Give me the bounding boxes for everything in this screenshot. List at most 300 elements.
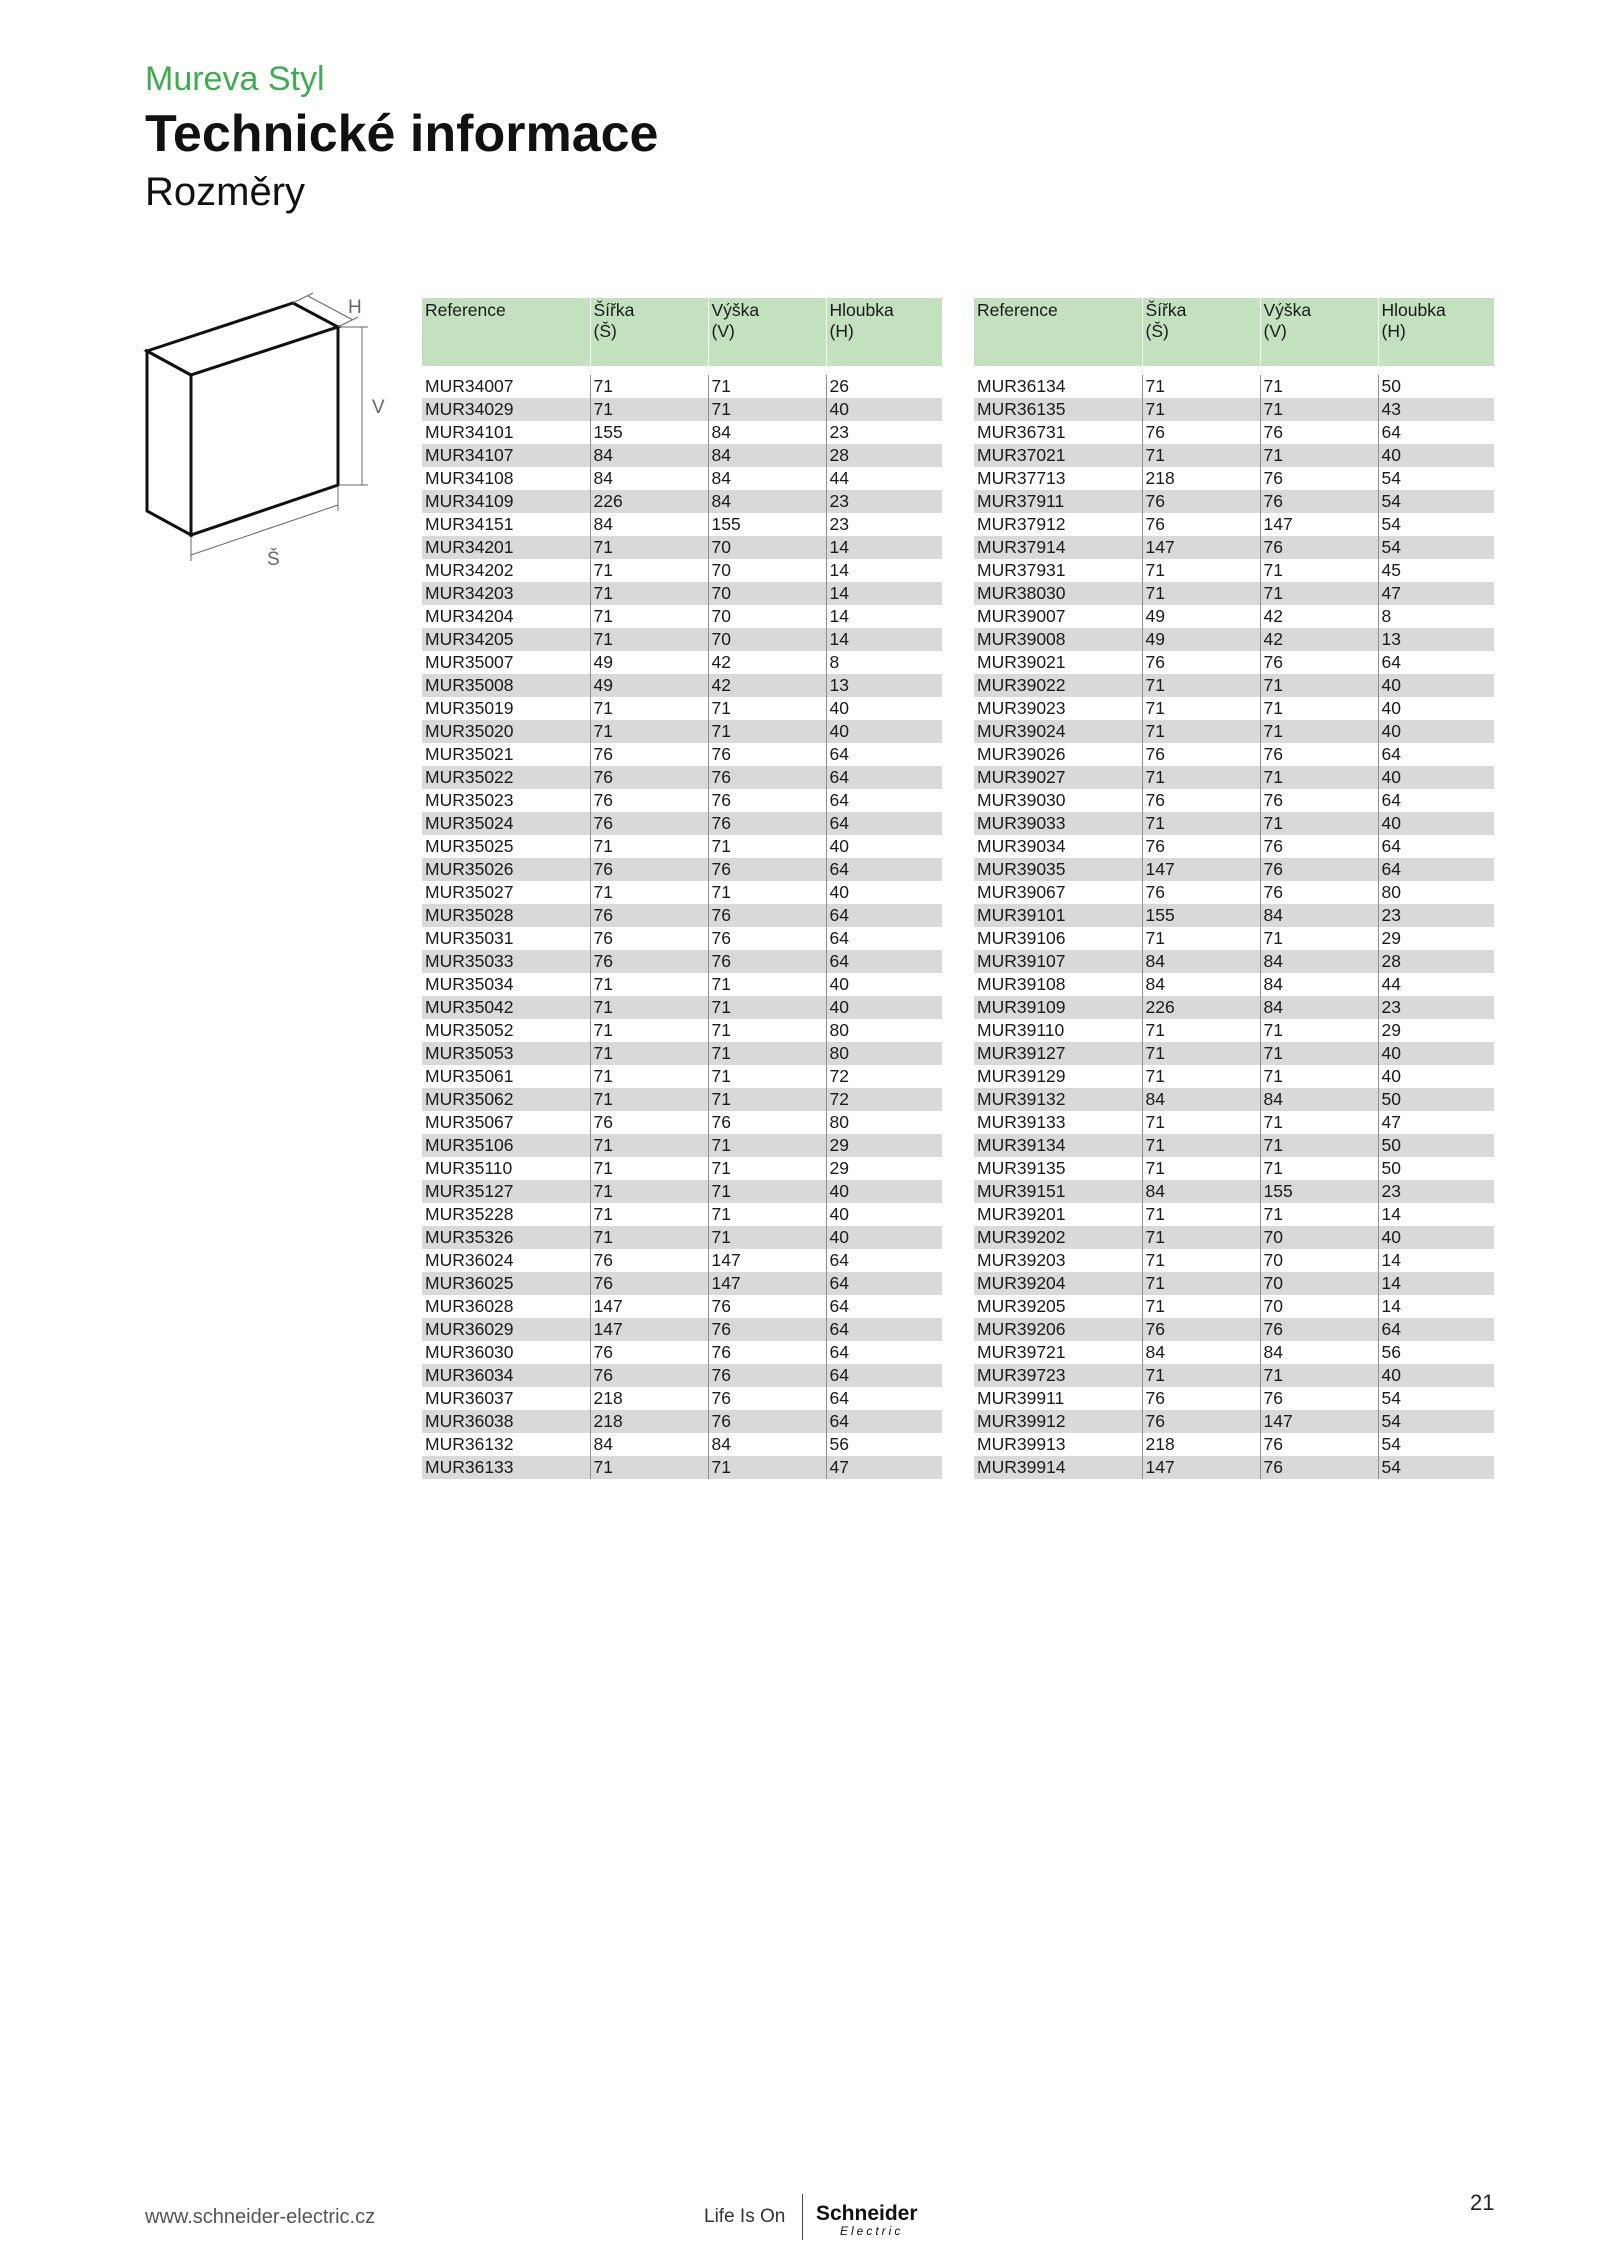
cell-reference: MUR39008: [974, 628, 1142, 651]
table-row: [422, 858, 942, 881]
height-label: V: [372, 397, 385, 418]
cell-height: 71: [1260, 444, 1378, 467]
cell-width: 71: [1142, 720, 1260, 743]
cell-depth: 40: [826, 1180, 942, 1203]
cell-depth: 64: [826, 1387, 942, 1410]
table-row: [422, 674, 942, 697]
cell-width: 84: [1142, 950, 1260, 973]
cell-depth: 40: [826, 1226, 942, 1249]
table-row: [974, 1410, 1494, 1433]
table-row: [974, 605, 1494, 628]
table-row: [422, 835, 942, 858]
cell-reference: MUR36029: [422, 1318, 590, 1341]
cell-height: 71: [1260, 720, 1378, 743]
cell-width: 84: [590, 513, 708, 536]
cell-reference: MUR35020: [422, 720, 590, 743]
cell-width: 84: [1142, 973, 1260, 996]
cell-width: 71: [590, 1456, 708, 1479]
table-row: [974, 1433, 1494, 1456]
table-row: [422, 996, 942, 1019]
cell-depth: 47: [826, 1456, 942, 1479]
cell-depth: 44: [826, 467, 942, 490]
table-row: [422, 1364, 942, 1387]
cell-depth: 64: [826, 1318, 942, 1341]
cell-width: 71: [590, 375, 708, 398]
cell-width: 147: [1142, 1456, 1260, 1479]
depth-label: H: [348, 297, 362, 318]
cell-height: 76: [708, 1410, 826, 1433]
table-row: [422, 559, 942, 582]
cell-reference: MUR35052: [422, 1019, 590, 1042]
table-row: [974, 743, 1494, 766]
cell-depth: 23: [826, 490, 942, 513]
cell-reference: MUR39110: [974, 1019, 1142, 1042]
cell-depth: 23: [826, 421, 942, 444]
cell-width: 155: [1142, 904, 1260, 927]
table-row: [974, 1042, 1494, 1065]
cell-height: 42: [708, 651, 826, 674]
table-row: [422, 651, 942, 674]
table-row: [974, 421, 1494, 444]
cell-height: 155: [708, 513, 826, 536]
cell-depth: 14: [826, 536, 942, 559]
cell-height: 71: [708, 1226, 826, 1249]
cell-width: 155: [590, 421, 708, 444]
cell-reference: MUR35007: [422, 651, 590, 674]
cell-width: 71: [1142, 1272, 1260, 1295]
cell-depth: 50: [1378, 1134, 1494, 1157]
cell-depth: 14: [1378, 1295, 1494, 1318]
column-header-depth: Hloubka (H): [826, 298, 942, 366]
cell-width: 76: [590, 858, 708, 881]
cell-width: 226: [590, 490, 708, 513]
cell-height: 71: [708, 1456, 826, 1479]
cell-width: 71: [1142, 559, 1260, 582]
table-row: [974, 1295, 1494, 1318]
cell-width: 218: [590, 1410, 708, 1433]
cell-height: 147: [708, 1249, 826, 1272]
cell-height: 70: [1260, 1249, 1378, 1272]
cell-reference: MUR35062: [422, 1088, 590, 1111]
cell-reference: MUR36135: [974, 398, 1142, 421]
table-row: [422, 927, 942, 950]
cell-height: 76: [708, 1318, 826, 1341]
cell-depth: 64: [826, 1364, 942, 1387]
cell-height: 84: [1260, 950, 1378, 973]
cell-height: 71: [1260, 1157, 1378, 1180]
cell-reference: MUR39129: [974, 1065, 1142, 1088]
table-row: [974, 927, 1494, 950]
cell-depth: 40: [826, 835, 942, 858]
cell-width: 49: [590, 674, 708, 697]
cell-reference: MUR39106: [974, 927, 1142, 950]
cell-height: 70: [1260, 1272, 1378, 1295]
cell-reference: MUR39108: [974, 973, 1142, 996]
cell-reference: MUR35042: [422, 996, 590, 1019]
table-row: [422, 1088, 942, 1111]
website-url[interactable]: www.schneider-electric.cz: [145, 2206, 376, 2228]
table-row: [974, 582, 1494, 605]
cell-height: 76: [1260, 835, 1378, 858]
cell-reference: MUR36132: [422, 1433, 590, 1456]
page-title: Technické informace: [145, 105, 659, 163]
cell-reference: MUR39911: [974, 1387, 1142, 1410]
cell-reference: MUR34007: [422, 375, 590, 398]
cell-height: 84: [708, 490, 826, 513]
cell-depth: 13: [826, 674, 942, 697]
table-row: [422, 743, 942, 766]
cell-width: 84: [590, 1433, 708, 1456]
table-row: [974, 858, 1494, 881]
table-row: [422, 1019, 942, 1042]
column-header-width: Šířka (Š): [1142, 298, 1260, 366]
cell-width: 71: [590, 697, 708, 720]
cell-height: 76: [1260, 881, 1378, 904]
cell-depth: 14: [1378, 1249, 1494, 1272]
cell-reference: MUR39007: [974, 605, 1142, 628]
cell-width: 84: [590, 444, 708, 467]
cell-width: 71: [590, 835, 708, 858]
cell-depth: 14: [1378, 1203, 1494, 1226]
cell-depth: 40: [1378, 697, 1494, 720]
table-row: [422, 1180, 942, 1203]
cell-depth: 72: [826, 1065, 942, 1088]
table-row: [974, 1019, 1494, 1042]
cell-height: 70: [708, 559, 826, 582]
cell-reference: MUR39109: [974, 996, 1142, 1019]
cell-depth: 14: [826, 605, 942, 628]
cell-reference: MUR37021: [974, 444, 1142, 467]
box-side-face: [147, 351, 191, 535]
cell-height: 84: [1260, 904, 1378, 927]
table-row: [422, 490, 942, 513]
cell-width: 71: [1142, 375, 1260, 398]
cell-depth: 54: [1378, 1456, 1494, 1479]
cell-height: 76: [708, 812, 826, 835]
cell-reference: MUR36030: [422, 1341, 590, 1364]
table-row: [422, 398, 942, 421]
cell-reference: MUR35326: [422, 1226, 590, 1249]
table-row: [974, 881, 1494, 904]
table-row: [974, 1065, 1494, 1088]
cell-width: 71: [590, 1134, 708, 1157]
cell-width: 76: [590, 789, 708, 812]
table-row: [422, 1065, 942, 1088]
tagline: Life Is On: [704, 2206, 786, 2227]
table-row: [974, 835, 1494, 858]
cell-height: 76: [708, 1295, 826, 1318]
cell-height: 76: [1260, 1387, 1378, 1410]
cell-depth: 54: [1378, 1387, 1494, 1410]
table-row: [422, 1387, 942, 1410]
cell-reference: MUR38030: [974, 582, 1142, 605]
cell-reference: MUR37911: [974, 490, 1142, 513]
cell-width: 71: [1142, 1134, 1260, 1157]
cell-depth: 29: [1378, 1019, 1494, 1042]
cell-height: 71: [1260, 697, 1378, 720]
cell-depth: 64: [826, 950, 942, 973]
cell-height: 155: [1260, 1180, 1378, 1203]
cell-width: 71: [590, 559, 708, 582]
cell-width: 71: [590, 582, 708, 605]
cell-width: 76: [1142, 421, 1260, 444]
page-number: 21: [1470, 2190, 1495, 2215]
cell-depth: 13: [1378, 628, 1494, 651]
cell-height: 76: [1260, 743, 1378, 766]
cell-height: 71: [1260, 1364, 1378, 1387]
table-row: [974, 490, 1494, 513]
cell-width: 71: [590, 1042, 708, 1065]
cell-reference: MUR34029: [422, 398, 590, 421]
cell-reference: MUR34203: [422, 582, 590, 605]
table-row: [974, 1272, 1494, 1295]
cell-width: 218: [1142, 1433, 1260, 1456]
table-row: [422, 1456, 942, 1479]
cell-reference: MUR35110: [422, 1157, 590, 1180]
column-header-depth: Hloubka (H): [1378, 298, 1494, 366]
cell-depth: 80: [826, 1019, 942, 1042]
cell-depth: 64: [826, 1341, 942, 1364]
cell-depth: 29: [826, 1157, 942, 1180]
cell-height: 71: [1260, 1019, 1378, 1042]
cell-height: 84: [1260, 973, 1378, 996]
cell-height: 42: [1260, 605, 1378, 628]
cell-height: 76: [1260, 490, 1378, 513]
cell-reference: MUR36037: [422, 1387, 590, 1410]
cell-width: 76: [1142, 881, 1260, 904]
cell-height: 76: [1260, 421, 1378, 444]
cell-width: 76: [1142, 835, 1260, 858]
cell-depth: 40: [1378, 674, 1494, 697]
table-row: [974, 812, 1494, 835]
cell-depth: 64: [826, 858, 942, 881]
cell-depth: 64: [1378, 858, 1494, 881]
column-header-reference: Reference: [422, 298, 590, 366]
cell-reference: MUR39133: [974, 1111, 1142, 1134]
page-subtitle: Rozměry: [145, 170, 306, 214]
cell-reference: MUR39067: [974, 881, 1142, 904]
cell-width: 76: [1142, 513, 1260, 536]
cell-height: 76: [708, 1387, 826, 1410]
table-header-row: [974, 298, 1494, 366]
cell-depth: 54: [1378, 467, 1494, 490]
cell-height: 70: [1260, 1295, 1378, 1318]
cell-reference: MUR35021: [422, 743, 590, 766]
dimensions-table-left: [422, 298, 942, 1479]
dimensions-table-right: [974, 298, 1494, 1479]
cell-height: 71: [1260, 1042, 1378, 1065]
table-row: [974, 651, 1494, 674]
cell-reference: MUR36038: [422, 1410, 590, 1433]
cell-width: 147: [1142, 536, 1260, 559]
table-row: [974, 1249, 1494, 1272]
cell-width: 71: [1142, 1364, 1260, 1387]
table-row: [974, 1203, 1494, 1226]
table-row: [422, 1249, 942, 1272]
cell-depth: 45: [1378, 559, 1494, 582]
cell-width: 147: [1142, 858, 1260, 881]
cell-reference: MUR36024: [422, 1249, 590, 1272]
cell-width: 218: [1142, 467, 1260, 490]
dimension-diagram: [130, 285, 410, 580]
table-row: [974, 1318, 1494, 1341]
cell-height: 71: [708, 1042, 826, 1065]
table-row: [422, 812, 942, 835]
cell-reference: MUR39723: [974, 1364, 1142, 1387]
cell-height: 71: [708, 720, 826, 743]
cell-reference: MUR35025: [422, 835, 590, 858]
cell-reference: MUR35034: [422, 973, 590, 996]
cell-depth: 40: [826, 697, 942, 720]
cell-depth: 50: [1378, 1088, 1494, 1111]
table-row: [974, 1088, 1494, 1111]
cell-reference: MUR35031: [422, 927, 590, 950]
table-row: [974, 904, 1494, 927]
cell-reference: MUR39206: [974, 1318, 1142, 1341]
cell-depth: 54: [1378, 536, 1494, 559]
cell-reference: MUR39030: [974, 789, 1142, 812]
cell-width: 71: [1142, 1019, 1260, 1042]
cell-reference: MUR39203: [974, 1249, 1142, 1272]
table-row: [974, 1134, 1494, 1157]
cell-height: 76: [1260, 536, 1378, 559]
cell-depth: 40: [1378, 812, 1494, 835]
cell-height: 76: [708, 766, 826, 789]
cell-depth: 54: [1378, 490, 1494, 513]
table-row: [422, 1433, 942, 1456]
cell-height: 71: [1260, 1134, 1378, 1157]
cell-reference: MUR34151: [422, 513, 590, 536]
table-row: [422, 605, 942, 628]
cell-height: 76: [708, 858, 826, 881]
cell-reference: MUR35028: [422, 904, 590, 927]
cell-depth: 64: [1378, 835, 1494, 858]
cell-depth: 40: [826, 720, 942, 743]
cell-reference: MUR34108: [422, 467, 590, 490]
cell-height: 71: [708, 881, 826, 904]
cell-reference: MUR34201: [422, 536, 590, 559]
cell-width: 71: [1142, 927, 1260, 950]
cell-reference: MUR34202: [422, 559, 590, 582]
cell-height: 84: [1260, 1088, 1378, 1111]
cell-width: 71: [1142, 398, 1260, 421]
cell-height: 42: [708, 674, 826, 697]
cell-width: 84: [1142, 1341, 1260, 1364]
cell-reference: MUR36731: [974, 421, 1142, 444]
cell-height: 76: [1260, 467, 1378, 490]
table-row: [422, 1111, 942, 1134]
cell-width: 71: [590, 398, 708, 421]
cell-depth: 8: [826, 651, 942, 674]
cell-depth: 64: [1378, 789, 1494, 812]
cell-width: 71: [1142, 582, 1260, 605]
table-row: [422, 1272, 942, 1295]
cell-height: 71: [1260, 1065, 1378, 1088]
cell-width: 71: [1142, 1065, 1260, 1088]
table-row: [974, 973, 1494, 996]
table-row: [422, 973, 942, 996]
cell-depth: 64: [1378, 651, 1494, 674]
table-row: [974, 628, 1494, 651]
cell-height: 71: [708, 1134, 826, 1157]
cell-depth: 23: [1378, 1180, 1494, 1203]
cell-width: 71: [1142, 1042, 1260, 1065]
cell-height: 84: [708, 467, 826, 490]
cell-depth: 80: [1378, 881, 1494, 904]
cell-depth: 23: [1378, 996, 1494, 1019]
table-row: [422, 1295, 942, 1318]
table-row: [974, 1180, 1494, 1203]
cell-depth: 40: [826, 996, 942, 1019]
cell-reference: MUR35127: [422, 1180, 590, 1203]
cell-width: 76: [1142, 651, 1260, 674]
logo-divider: [802, 2194, 803, 2240]
cell-height: 71: [1260, 582, 1378, 605]
cell-height: 70: [708, 605, 826, 628]
cell-width: 76: [1142, 1318, 1260, 1341]
table-row: [422, 421, 942, 444]
cell-height: 76: [708, 927, 826, 950]
table-row: [974, 1387, 1494, 1410]
cell-height: 76: [1260, 651, 1378, 674]
cell-width: 71: [1142, 1111, 1260, 1134]
cell-width: 71: [590, 1157, 708, 1180]
cell-height: 76: [708, 1341, 826, 1364]
table-row: [422, 950, 942, 973]
cell-depth: 40: [1378, 720, 1494, 743]
table-row: [974, 1111, 1494, 1134]
table-row: [974, 674, 1494, 697]
table-row: [974, 467, 1494, 490]
cell-depth: 64: [1378, 1318, 1494, 1341]
brand-sub: Electric: [840, 2224, 904, 2238]
cell-width: 71: [1142, 444, 1260, 467]
cell-depth: 40: [1378, 766, 1494, 789]
cell-height: 71: [708, 1088, 826, 1111]
table-row: [974, 559, 1494, 582]
cell-reference: MUR37912: [974, 513, 1142, 536]
cell-width: 71: [590, 1065, 708, 1088]
table-row: [974, 996, 1494, 1019]
table-row: [974, 766, 1494, 789]
cell-depth: 64: [826, 766, 942, 789]
cell-height: 71: [1260, 812, 1378, 835]
cell-depth: 8: [1378, 605, 1494, 628]
cell-width: 218: [590, 1387, 708, 1410]
cell-depth: 64: [826, 1249, 942, 1272]
table-row: [422, 1318, 942, 1341]
cell-height: 76: [1260, 1318, 1378, 1341]
cell-height: 71: [1260, 559, 1378, 582]
cell-reference: MUR39202: [974, 1226, 1142, 1249]
cell-height: 76: [1260, 789, 1378, 812]
cell-depth: 64: [826, 812, 942, 835]
cell-depth: 40: [826, 973, 942, 996]
cell-depth: 64: [1378, 743, 1494, 766]
table-row: [422, 904, 942, 927]
cell-width: 71: [590, 720, 708, 743]
cell-width: 76: [1142, 1387, 1260, 1410]
table-row: [422, 1157, 942, 1180]
cell-height: 84: [708, 421, 826, 444]
cell-height: 71: [708, 697, 826, 720]
cell-width: 84: [1142, 1088, 1260, 1111]
cell-depth: 28: [1378, 950, 1494, 973]
table-row: [974, 1341, 1494, 1364]
cell-reference: MUR39024: [974, 720, 1142, 743]
cell-height: 71: [1260, 398, 1378, 421]
cell-width: 71: [590, 536, 708, 559]
